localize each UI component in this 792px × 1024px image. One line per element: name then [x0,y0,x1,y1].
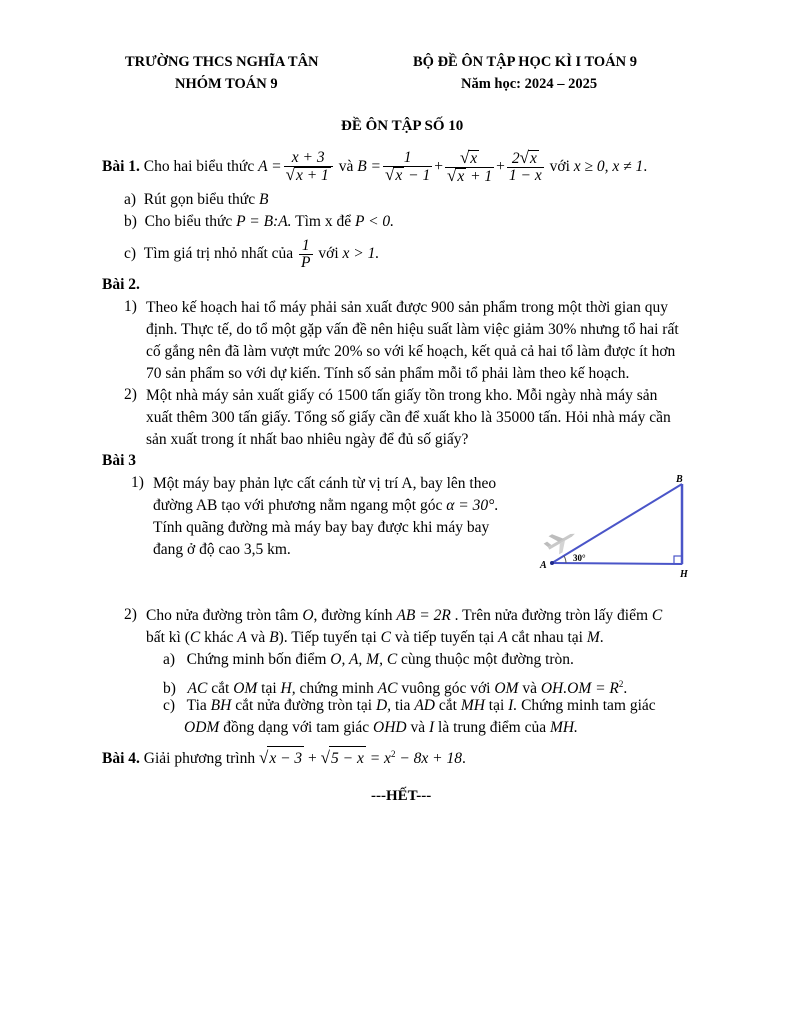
bai2-label: Bài 2. [102,276,140,293]
bai1-and: và [338,158,354,175]
bai2-p1-line: định. Thực tế, do tổ một gặp vấn đề nên hiệu suất làm việc giảm 30% nhưng tổ hai rất [146,321,679,338]
bai2-p2-line: sản xuất trong ít nhất bao nhiêu ngày để đủ số giấy? [146,431,469,448]
school-year: Năm học: 2024 – 2025 [461,76,598,92]
expr-A-fraction: $\frac{x + 3}{√x + 1}$ [284,150,333,184]
label-A: A [540,560,547,571]
bai3-p1-line: Một máy bay phản lực cất cánh từ vị trí A, bay lên theo [153,475,497,492]
segment-AH [552,563,682,564]
bai2-p2-num: 2) [124,386,137,403]
bai2-p1-line: Theo kế hoạch hai tổ máy phải sản xuất được 900 sản phẩm trong một thời gian quy [146,299,668,316]
point-A [550,561,554,565]
exam-title: ĐỀ ÔN TẬP SỐ 10 [341,118,464,134]
expr-A-eq: A = [258,158,282,175]
doc-title: BỘ ĐỀ ÔN TẬP HỌC KÌ I TOÁN 9 [413,54,637,70]
bai3-p2-line2: bất kì (C khác A và B). Tiếp tuyến tại C và tiếp tuyến tại A cắt nhau tại M. [146,629,604,646]
bai3-label: Bài 3 [102,452,137,469]
bai4-label: Bài 4. [102,750,140,768]
bai2-p2-line: xuất thêm 300 tấn giấy. Tổng số giấy cần để xuất kho là 35000 tấn. Hỏi nhà máy cần [146,409,671,426]
footer-end: ---HẾT--- [371,788,432,804]
bai2-p2-line: Một nhà máy sản xuất giấy có 1500 tấn giấy tồn trong kho. Mỗi ngày nhà máy sản [146,387,658,404]
bai3-p1-num: 1) [131,474,144,491]
bai1-label: Bài 1. [102,158,140,175]
bai3-p2-part-c1: c) Tia BH cắt nửa đường tròn tại D, tia AD cắt MH tại I. Chứng minh tam giác [163,697,656,714]
bai1-statement: Bài 1. Cho hai biểu thức A = $\frac{x + 3}{√x + 1}$ và B = $\frac{1}{√x - 1}$ + $\frac{√x}{√x + 1}$ + $\frac{2√x}{1 - x}$ với x ≥ 0, x ≠ 1. [102,147,648,185]
bai4-radical-2: 5 − x [329,746,366,771]
expr-B-term2: $\frac{√x}{√x + 1}$ [446,147,493,185]
bai1-part-c: c) Tìm giá trị nhỏ nhất của $\frac{1}{P}$ với x > 1. [124,236,380,271]
bai4-radical-1: x − 3 [267,746,304,771]
bai2-p1-line: cố gắng nên đã làm vượt mức 20% so với kế hoạch, kết quả cả hai tổ làm được ít hơn [146,343,676,360]
bai1-part-b: b) Cho biểu thức P = B:A. Tìm x để P < 0. [124,213,395,230]
bai3-p2-part-b: b) AC cắt OM tại H, chứng minh AC vuông góc với OM và $OH.OM = R^2$. [163,679,628,698]
bai1-intro: Cho hai biểu thức [143,158,255,175]
expr-B-eq: B = [357,158,382,175]
bai3-p2-part-c2: ODM đồng dạng với tam giác OHD và I là trung điểm của MH. [184,719,578,736]
bai3-p1-line: Tính quãng đường mà máy bay bay được khi máy bay [153,519,490,536]
expr-B-term1: $\frac{1}{√x - 1}$ [385,149,431,185]
angle-arc [564,556,566,563]
segment-AB [552,484,682,563]
group-name: NHÓM TOÁN 9 [175,76,278,92]
triangle-figure [530,468,700,583]
expr-B-term3: $\frac{2√x}{1 - x}$ [508,148,542,185]
bai1-condition: x ≥ 0, x ≠ 1 [573,158,644,175]
school-name: TRƯỜNG THCS NGHĨA TÂN [125,54,319,70]
bai3-p2-part-a: a) Chứng minh bốn điểm O, A, M, C cùng thuộc một đường tròn. [163,651,574,668]
label-angle: 30° [573,553,586,563]
bai2-p1-line: 70 sản phẩm so với dự kiến. Tính số sản phẩm mỗi tổ phải làm theo kế hoạch. [146,365,630,382]
bai4-statement: Bài 4. Giải phương trình $√x - 3 + √5 - x = x^2 - 8x + 18$. [102,742,466,771]
bai3-p2-num: 2) [124,606,137,623]
bai1-part-a: a) Rút gọn biểu thức B [124,191,269,208]
bai1-cond-pre: với [549,158,570,175]
label-H: H [680,569,688,580]
bai3-p1-line: đang ở độ cao 3,5 km. [153,541,291,558]
bai3-p1-line: đường AB tạo với phương nằm ngang một góc α = 30°. [153,497,499,514]
fraction-1-over-P: $\frac{1}{P}$ [301,236,311,271]
bai3-p2-line1: Cho nửa đường tròn tâm O, đường kính AB = 2R . Trên nửa đường tròn lấy điểm C [146,607,663,624]
bai2-p1-num: 1) [124,298,137,315]
label-B: B [676,474,683,485]
